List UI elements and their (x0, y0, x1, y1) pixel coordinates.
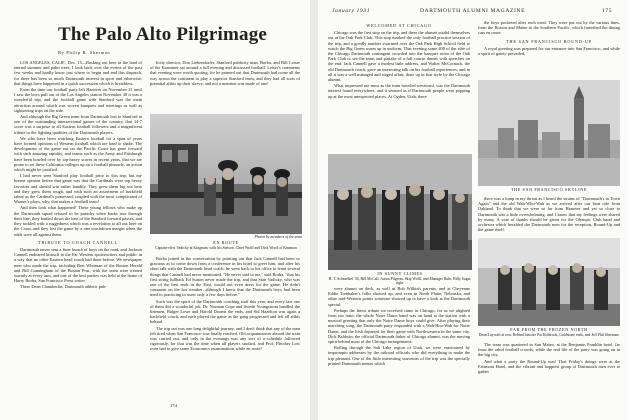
photo-en-route-image (150, 114, 302, 234)
paragraph: And although the Big Green team from Dartmouth lost to Stanford in one of the outstanding intersectional games of the country, that 14-7 score was a surprise to all Eastern football followers and a magnificent tribute to the fighting qualities of the Dartmouth players. (14, 114, 142, 135)
caption-text: Captain-elect Vadicky at Kingman, with his Stetson, Chief Wolff and Dick Wood of Kimmon (155, 245, 297, 250)
photo-skyline-image (478, 80, 620, 186)
photo-en-route (150, 114, 302, 234)
right-page (318, 0, 628, 420)
page-number: 174 (170, 403, 177, 408)
paragraph: I had never seen Stanford play football prior to this trip, but my honest opinion before that game was that the Cardinals were top heavy favorites and should win rather handily. They grew them big out here and they grew them rough, and with such an assortment of backfield talent as the Cardinal's possessed, coupled with the most complicated of Warner's plays, why, that makes a football team! (14, 173, 142, 205)
paragraph: From the time our football party left Hanover on November 21 until I saw the boys pull out of the Los Angeles station November 30 it was a wonderful trip, and the football game with Stanford was the main attraction around which was woven banquets and meetings as well as sightseeing trips on the side. (14, 87, 142, 113)
right-column-2-top (478, 20, 620, 78)
photo-skyline (478, 80, 620, 186)
right-column-1-bottom (328, 286, 470, 396)
section-heading: THE SAN FRANCISCO ROUND-UP (506, 38, 592, 44)
paragraph: We who have been watching Eastern football for a span of years have formed opinions of Western football which are hard to shake. The development of the game out on the Pacific Coast has gone forward with such amazing rapidity, and teams such as the Army and Pittsburgh have been bowled over by top-heavy scores in recent years, that we are prone to set these California colleges up on a football pinnacle, an action which might be justified. (14, 135, 142, 173)
right-column-1-top (328, 20, 470, 152)
left-page (0, 0, 310, 420)
photo-frozen-north (478, 238, 620, 326)
article-title: The Palo Alto Pilgrimage (58, 24, 268, 45)
caption-text: Dean Laycraft at rear. Behind him are Pat Holbrook, Goldstone ends, and Jeff Phil Sherman. (478, 332, 620, 337)
photo-sunny-climes-image (328, 154, 472, 270)
paragraph: The team was quartered in San Mateo, at the Benjamin Franklin hotel, far from the rabid football crowds, while the real life of the party was going on in the big city. (478, 342, 620, 358)
paragraph: there was a lump in my throat as I heard the strains of "Dartmouth's in Town Again" and the old Wah-Who-Wah as we arrived after our boat ride from Oakland. To think that we were so far from Hanover and yet so close to Dartmouth was a little overwhelming, and I know that my feelings were shared by many. A vote of thanks should be given for the Olympic Club band and orchestra which heralded the Dartmouth men for the reception, Round-Up and the game itself. (478, 196, 620, 233)
photo-frozen-north-image (478, 238, 620, 326)
caption-title: FAR FROM THE FROZEN NORTH (510, 327, 588, 332)
caption-title: IN SUNNY CLIMES (377, 271, 423, 276)
paragraph: And what a party the Round-Up was! That Friday's doings were at the Fairmont Hotel, and the vibrant and happiest group of Dartmouth men ever to gather (478, 358, 620, 375)
paragraph: Dartmouth never sent a finer bunch of boys on the road, and Jackson Cannell endeared himself to the Far Western sportswriters and public in a way that no other Eastern head coach had done before. We newspaper men who made the trip, including Bert Whitman of the Boston Herald and Bill Cunningham of the Boston Post, with the team were treated warmly at every turn, and one of the best parties was held at the home of Harry Borba, San Francisco Press writer. (14, 246, 142, 284)
section-heading: WELCOMED AT CHICAGO (366, 23, 432, 28)
right-column-2-bottom (478, 342, 620, 398)
paragraph: the boys pocketed after each meal. They were put out by the various lines, from the Boston and Maine to the Southern Pacific, which furnished the dining cars en route. (478, 20, 620, 36)
left-column-2-top (150, 60, 300, 112)
paragraph: licity director, Don Liebendorfer, Stanford publicity man, Borba, and Bill Leiser of the Examiner sat around a full evening and discussed football. Leiser's comments that evening were worth quoting, for he pointed out that Dartmouth had come all the way across the continent to play a superior Stanford team, and they had all sorts of potential alibis up their sleeve, and not a mention was made of one! (150, 60, 300, 86)
paragraph: Chicago was the first stop on the trip, and there the alumni outdid themselves out at the Oak Park Club. This stop marked the only football practice session of the trip, and a goodly number swarmed over the Oak Park High School field to watch the Big Green warm up in uniform. That evening some 400 of the elite of the Chicago Dartmouth contingent crowded into the banquet room of the Oak Park Club to see the team and partake of a full course dinner with speeches on the end. Jack Cannell gave a modest little address, and Walter McCornack, the old Dartmouth coach, gave an interesting talk on his football experiences, and in all it was a well managed and staged affair, done up in fine style by the Chicago alumni. (328, 30, 470, 83)
page-number: 175 (602, 8, 613, 14)
paragraph: Rolling through the Salt Lake region of Utah, we were entertained by impromptu addresses by the railroad officials who did everything to make the trip pleasant. One of the little interesting souvenirs of the trip was the specially printed Dartmouth menus which (328, 345, 470, 366)
paragraph: The trip out was one long delightful journey, and I don't think that any of the men felt tired when San Francisco was finally reached. Old acquaintances aboard the train was carried out, and only in the evenings was any sort of a schedule followed rigorously, for that was the time when all players studied, and Prof. Fletcher Low even had to give some Economics examinations while en route! (150, 325, 300, 352)
photo-sunny-climes (328, 154, 472, 270)
paragraph: A royal greeting was prepared for our entrance into San Francisco, and while a spirit of gaiety prevailed, (478, 45, 620, 57)
paragraph: Perhaps the finest tribute we received came in Chicago, for as we alighted from our train, the whole Notre Dame band was on hand at the station with a musical greeting that only the Notre Dame boys could give. After playing their marching song, the Dartmouth party responded with a Wah-Hoo-Wah for Notre Dame, and the Irish departed for their game with Northwestern in the same city. Dick Baldwin, the official Dartmouth father of Chicago alumni, was the moving spirit behind most of the Chicago arrangements. (328, 307, 470, 345)
paragraph: And then look what happened! These young fellows who make up the Dartmouth squad refused to be panicky when backs tore through their line, they battled down the best of the Stanford forward passes, and they tackled with a ruggedness which was a revelation to all out here on the Coast, and they lost the game by a one touchdown margin when the odds were all against them. (14, 205, 142, 237)
section-heading: TRIBUTE TO COACH CANNELL (38, 239, 118, 245)
right-column-2-middle (478, 196, 620, 236)
left-column-2-bottom (150, 256, 300, 396)
skyline-caption (478, 188, 620, 193)
byline: By Philip R. Sherman (58, 50, 111, 55)
photo-caption (478, 328, 620, 337)
paragraph: Borba joined in the conversation by pointing out that Jack Cannell had been so gracious as to come down from a conference in his hotel to greet him, and after his short talk with the Dartmouth head coach, he went back to his office to learn several things that Cannell had never mentioned. "He never said to me," said Borba, "that his first string fullback Ed Sutton never made the trip, and that Stan Vadicky, who was one of the best ends in the East, would not even dress for the game. He didn't comment on the hot weather, although I knew that the Dartmouth boys had been used to practicing in snow only a few days before." (150, 256, 300, 298)
paragraph: What impressed me most as the train traveled westward, was the Dartmouth interest found everywhere, and it seemed as if Dartmouth people were popping up at the most unexpected places. At Ogden, Utah, there (328, 83, 470, 99)
caption-title: THE SAN FRANCISCO SKYLINE (510, 187, 588, 192)
caption-title: EN ROUTE (213, 240, 239, 245)
running-date: January 1931 (332, 8, 371, 14)
paragraph: were alumni on deck, as well as Bob Wilkin's parents, and at Cheyenne Eddie Trenbaker's folks showed up, and even in North Platte, Nebraska, and other mid-Western points someone showed up to have a look at the Dartmouth special. (328, 286, 470, 307)
paragraph: LOS ANGELES, CALIF., Dec. 15—Basking out here in the land of eternal summer and palm trees, I look back over the events of the past few weeks and hardly know just where to begin and end this dispatch, for there has been so much Dartmouth interest in sport and otherwise, that things have happened in a quick succession which is breathless. (14, 60, 142, 86)
photo-caption (328, 272, 472, 286)
paragraph: Such was the spirit of the Dartmouth coaching staff this year, and every last one of them did a wonderful job. Dr. Norman Cope and Swede Youngstrom handled the linemen, Bulger Lowe and Harold Dooms the ends, and Sid Hazelton was again a backfield coach, and each played the game as the gang progressed and left all alibis behind. (150, 298, 300, 325)
page-gutter (310, 0, 318, 420)
left-column-1 (14, 60, 142, 396)
photo-caption (154, 241, 298, 250)
caption-text: H. T. Schmelkel '30, Bill McCall, Aaron Pilgrem, Skip Wolff, and Manager Buhr. Billy Sugar, right. (328, 276, 472, 286)
photo-credit: Photos by members of the team (254, 235, 302, 239)
running-title: DARTMOUTH ALUMNI MAGAZINE (420, 8, 526, 14)
paragraph: There Dean Chamberlin, Dartmouth athletic pub- (20, 284, 107, 290)
